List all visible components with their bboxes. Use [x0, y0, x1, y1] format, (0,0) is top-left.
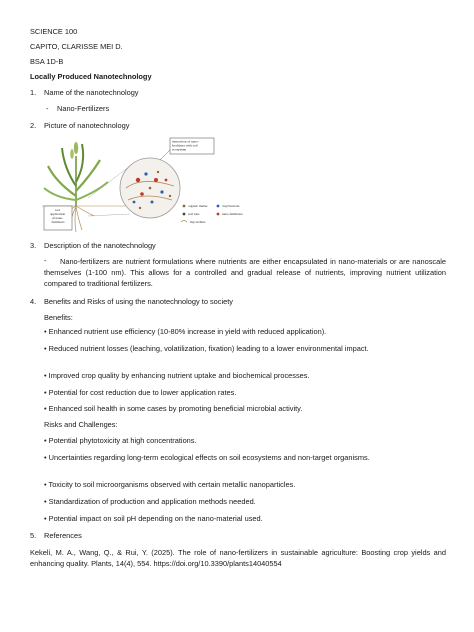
- section-4-number: 4.: [30, 297, 37, 306]
- section-3-body: Nano-fertilizers are nutrient formulations where nutrients are either encapsulated in nano-materials or are nanoscale themselves (1-100 nm). This allows for a controlled and gradual release of nutrients, improving nutrient utilization compared to traditional fertilizers.: [44, 257, 446, 288]
- risk-item: • Potential impact on soil pH depending on the nano-material used.: [44, 514, 263, 523]
- svg-text:clay/bacteria: clay/bacteria: [222, 204, 240, 209]
- course-code: SCIENCE 100: [30, 27, 78, 36]
- benefit-item: • Enhanced nutrient use efficiency (10-80% increase in yield with reduced application).: [44, 327, 327, 336]
- section-1-answer: Nano-Fertilizers: [57, 104, 110, 113]
- top-callout-text: interaction of nano- fertilizers with soil ecosystem: [172, 139, 199, 152]
- risk-item: • Standardization of production and application methods needed.: [44, 497, 256, 506]
- section-2-number: 2.: [30, 121, 37, 130]
- section-5-number: 5.: [30, 531, 37, 540]
- student-name: CAPITO, CLARISSE MEI D.: [30, 42, 123, 51]
- section-1-number: 1.: [30, 88, 37, 97]
- page-title: Locally Produced Nanotechnology: [30, 72, 152, 81]
- svg-text:nano-fertilizers: nano-fertilizers: [222, 212, 243, 217]
- section-2-heading: Picture of nanotechnology: [44, 121, 130, 130]
- benefits-label: Benefits:: [44, 313, 73, 322]
- benefit-item: • Enhanced soil health in some cases by promoting beneficial microbial activity.: [44, 404, 303, 413]
- nano-fertilizer-diagram: [42, 136, 282, 234]
- section-3-heading: Description of the nanotechnology: [44, 241, 156, 250]
- svg-text:soil ions: soil ions: [188, 212, 200, 217]
- benefit-item: • Improved crop quality by enhancing nutrient uptake and biochemical processes.: [44, 371, 310, 380]
- root-callout-text: root application of nano- fertilizers: [50, 208, 66, 224]
- section-3-number: 3.: [30, 241, 37, 250]
- reference-citation: Kekeli, M. A., Wang, Q., & Rui, Y. (2025). The role of nano-fertilizers in sustainable agriculture: Boosting crop yields and enhancing quality. Plants, 14(4), 554. https://doi.org/10.3390/plants14040554: [30, 548, 446, 568]
- section-1-bullet: -: [46, 104, 49, 113]
- section-4-heading: Benefits and Risks of using the nanotechnology to society: [44, 297, 233, 306]
- plant-illustration: [44, 142, 108, 206]
- svg-text:mycorrhiza: mycorrhiza: [190, 220, 206, 225]
- svg-text:organic matter: organic matter: [188, 204, 208, 209]
- benefit-item: • Potential for cost reduction due to lower application rates.: [44, 388, 237, 397]
- risk-item: • Uncertainties regarding long-term ecological effects on soil ecosystems and non-target organisms.: [44, 453, 370, 462]
- risks-label: Risks and Challenges:: [44, 420, 118, 429]
- risk-item: • Potential phytotoxicity at high concentrations.: [44, 436, 197, 445]
- section-3-bullet: -: [44, 256, 47, 265]
- diagram-legend: [181, 204, 243, 224]
- benefit-item: • Reduced nutrient losses (leaching, volatilization, fixation) leading to a lower environmental impact.: [44, 344, 369, 353]
- section-1-heading: Name of the nanotechnology: [44, 88, 139, 97]
- section-5-heading: References: [44, 531, 82, 540]
- section-label: BSA 1D-B: [30, 57, 64, 66]
- risk-item: • Toxicity to soil microorganisms observed with certain metallic nanoparticles.: [44, 480, 296, 489]
